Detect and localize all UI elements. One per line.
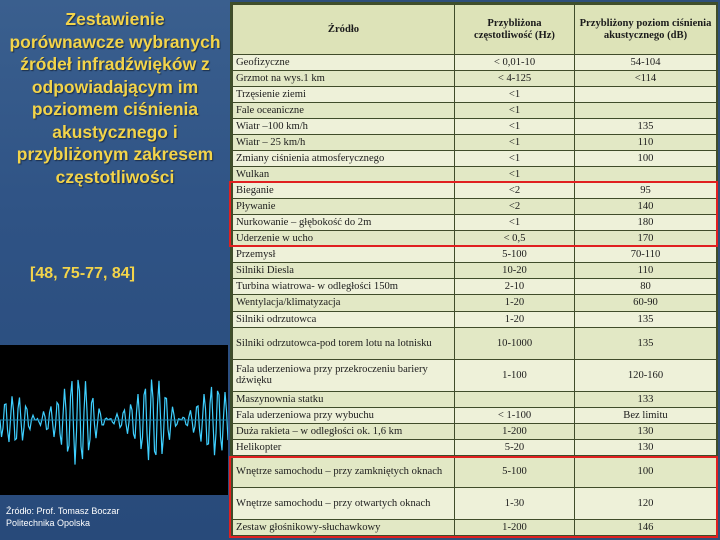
cell-frequency: <1 bbox=[455, 119, 575, 135]
cell-source: Wiatr – 25 km/h bbox=[233, 135, 455, 151]
table-row bbox=[233, 487, 717, 519]
credit-institution: Politechnika Opolska bbox=[6, 518, 91, 528]
table-row bbox=[233, 135, 717, 151]
table-row bbox=[233, 391, 717, 407]
cell-frequency: < 4-125 bbox=[455, 71, 575, 87]
cell-pressure: 120 bbox=[575, 487, 717, 519]
cell-pressure: <114 bbox=[575, 71, 717, 87]
cell-pressure: 180 bbox=[575, 215, 717, 231]
cell-source: Zestaw głośnikowy-słuchawkowy bbox=[233, 519, 455, 535]
cell-source: Zmiany ciśnienia atmosferycznego bbox=[233, 151, 455, 167]
cell-pressure: 130 bbox=[575, 423, 717, 439]
cell-source: Silniki odrzutowca-pod torem lotu na lotnisku bbox=[233, 327, 455, 359]
table-row bbox=[233, 295, 717, 311]
cell-frequency: < 1-100 bbox=[455, 407, 575, 423]
cell-frequency: <2 bbox=[455, 183, 575, 199]
cell-frequency: 5-100 bbox=[455, 247, 575, 263]
cell-frequency: <1 bbox=[455, 215, 575, 231]
header-frequency: Przybliżona częstotliwość (Hz) bbox=[455, 5, 575, 55]
cell-source: Fala uderzeniowa przy wybuchu bbox=[233, 407, 455, 423]
table-row bbox=[233, 151, 717, 167]
cell-pressure: 95 bbox=[575, 183, 717, 199]
cell-pressure: 100 bbox=[575, 455, 717, 487]
cell-frequency: 10-20 bbox=[455, 263, 575, 279]
cell-frequency: 1-30 bbox=[455, 487, 575, 519]
cell-source: Nurkowanie – głębokość do 2m bbox=[233, 215, 455, 231]
cell-source: Wnętrze samochodu – przy otwartych oknach bbox=[233, 487, 455, 519]
infrasound-sources-table bbox=[232, 4, 717, 536]
table-row bbox=[233, 263, 717, 279]
cell-frequency: <2 bbox=[455, 199, 575, 215]
infrasound-table-frame bbox=[230, 2, 718, 538]
cell-pressure: 133 bbox=[575, 391, 717, 407]
cell-frequency: 5-100 bbox=[455, 455, 575, 487]
cell-pressure: 120-160 bbox=[575, 359, 717, 391]
table-row bbox=[233, 455, 717, 487]
table-row bbox=[233, 87, 717, 103]
cell-source: Pływanie bbox=[233, 199, 455, 215]
table-row bbox=[233, 119, 717, 135]
cell-source: Grzmot na wys.1 km bbox=[233, 71, 455, 87]
table-row bbox=[233, 407, 717, 423]
table-row bbox=[233, 103, 717, 119]
table-row bbox=[233, 359, 717, 391]
cell-pressure: 135 bbox=[575, 327, 717, 359]
cell-pressure: 100 bbox=[575, 151, 717, 167]
cell-source: Helikopter bbox=[233, 439, 455, 455]
cell-pressure: 110 bbox=[575, 263, 717, 279]
cell-frequency: < 0,5 bbox=[455, 231, 575, 247]
cell-source: Maszynownia statku bbox=[233, 391, 455, 407]
cell-source: Silniki odrzutowca bbox=[233, 311, 455, 327]
table-row bbox=[233, 231, 717, 247]
cell-frequency: <1 bbox=[455, 135, 575, 151]
table-row bbox=[233, 279, 717, 295]
table-row bbox=[233, 215, 717, 231]
cell-source: Wiatr –100 km/h bbox=[233, 119, 455, 135]
reference-citation: [48, 75-77, 84] bbox=[30, 265, 135, 282]
table-row bbox=[233, 311, 717, 327]
cell-source: Bieganie bbox=[233, 183, 455, 199]
cell-frequency: 1-200 bbox=[455, 423, 575, 439]
cell-frequency: <1 bbox=[455, 103, 575, 119]
cell-pressure: 80 bbox=[575, 279, 717, 295]
cell-source: Duża rakieta – w odległości ok. 1,6 km bbox=[233, 423, 455, 439]
slide-title: Zestawienie porównawcze wybranych źródeł infradźwięków z odpowiadającym im poziomem ciśnienia akustycznego i przybliżonym zakresem częstotliwości bbox=[9, 9, 221, 187]
cell-source: Fale oceaniczne bbox=[233, 103, 455, 119]
cell-source: Wnętrze samochodu – przy zamkniętych oknach bbox=[233, 455, 455, 487]
cell-frequency bbox=[455, 391, 575, 407]
cell-source: Wulkan bbox=[233, 167, 455, 183]
cell-source: Fala uderzeniowa przy przekroczeniu bariery dźwięku bbox=[233, 359, 455, 391]
cell-frequency: 1-200 bbox=[455, 519, 575, 535]
table-row bbox=[233, 199, 717, 215]
cell-pressure: 135 bbox=[575, 119, 717, 135]
cell-frequency: 5-20 bbox=[455, 439, 575, 455]
cell-pressure bbox=[575, 87, 717, 103]
table-header-row bbox=[233, 5, 717, 55]
cell-source: Uderzenie w ucho bbox=[233, 231, 455, 247]
table-row bbox=[233, 247, 717, 263]
cell-frequency: <1 bbox=[455, 151, 575, 167]
cell-pressure: 140 bbox=[575, 199, 717, 215]
cell-pressure: 54-104 bbox=[575, 55, 717, 71]
cell-source: Trzęsienie ziemi bbox=[233, 87, 455, 103]
header-pressure: Przybliżony poziom ciśnienia akustycznego (dB) bbox=[575, 5, 717, 55]
table-row bbox=[233, 519, 717, 535]
cell-pressure: 70-110 bbox=[575, 247, 717, 263]
cell-pressure: 170 bbox=[575, 231, 717, 247]
table-row bbox=[233, 55, 717, 71]
table-body bbox=[233, 55, 717, 536]
cell-source: Przemysł bbox=[233, 247, 455, 263]
cell-source: Silniki Diesla bbox=[233, 263, 455, 279]
cell-frequency: 1-20 bbox=[455, 295, 575, 311]
cell-pressure: 110 bbox=[575, 135, 717, 151]
table-row bbox=[233, 71, 717, 87]
cell-pressure: 130 bbox=[575, 439, 717, 455]
source-credit bbox=[6, 505, 226, 529]
cell-pressure: 135 bbox=[575, 311, 717, 327]
credit-author: Źródło: Prof. Tomasz Boczar bbox=[6, 506, 120, 516]
header-source: Źródło bbox=[233, 5, 455, 55]
cell-frequency: 1-100 bbox=[455, 359, 575, 391]
cell-frequency: 1-20 bbox=[455, 311, 575, 327]
table-row bbox=[233, 167, 717, 183]
cell-frequency: 2-10 bbox=[455, 279, 575, 295]
table-row bbox=[233, 183, 717, 199]
cell-pressure: Bez limitu bbox=[575, 407, 717, 423]
cell-frequency: < 0,01-10 bbox=[455, 55, 575, 71]
table-row bbox=[233, 439, 717, 455]
cell-pressure bbox=[575, 167, 717, 183]
cell-frequency: 10-1000 bbox=[455, 327, 575, 359]
cell-pressure bbox=[575, 103, 717, 119]
waveform-line bbox=[0, 380, 228, 465]
cell-source: Geofizyczne bbox=[233, 55, 455, 71]
cell-frequency: <1 bbox=[455, 167, 575, 183]
cell-pressure: 60-90 bbox=[575, 295, 717, 311]
cell-source: Turbina wiatrowa- w odległości 150m bbox=[233, 279, 455, 295]
table-row bbox=[233, 423, 717, 439]
left-panel bbox=[0, 0, 230, 540]
cell-frequency: <1 bbox=[455, 87, 575, 103]
cell-source: Wentylacja/klimatyzacja bbox=[233, 295, 455, 311]
table-row bbox=[233, 327, 717, 359]
sound-waveform-image bbox=[0, 345, 228, 495]
cell-pressure: 146 bbox=[575, 519, 717, 535]
